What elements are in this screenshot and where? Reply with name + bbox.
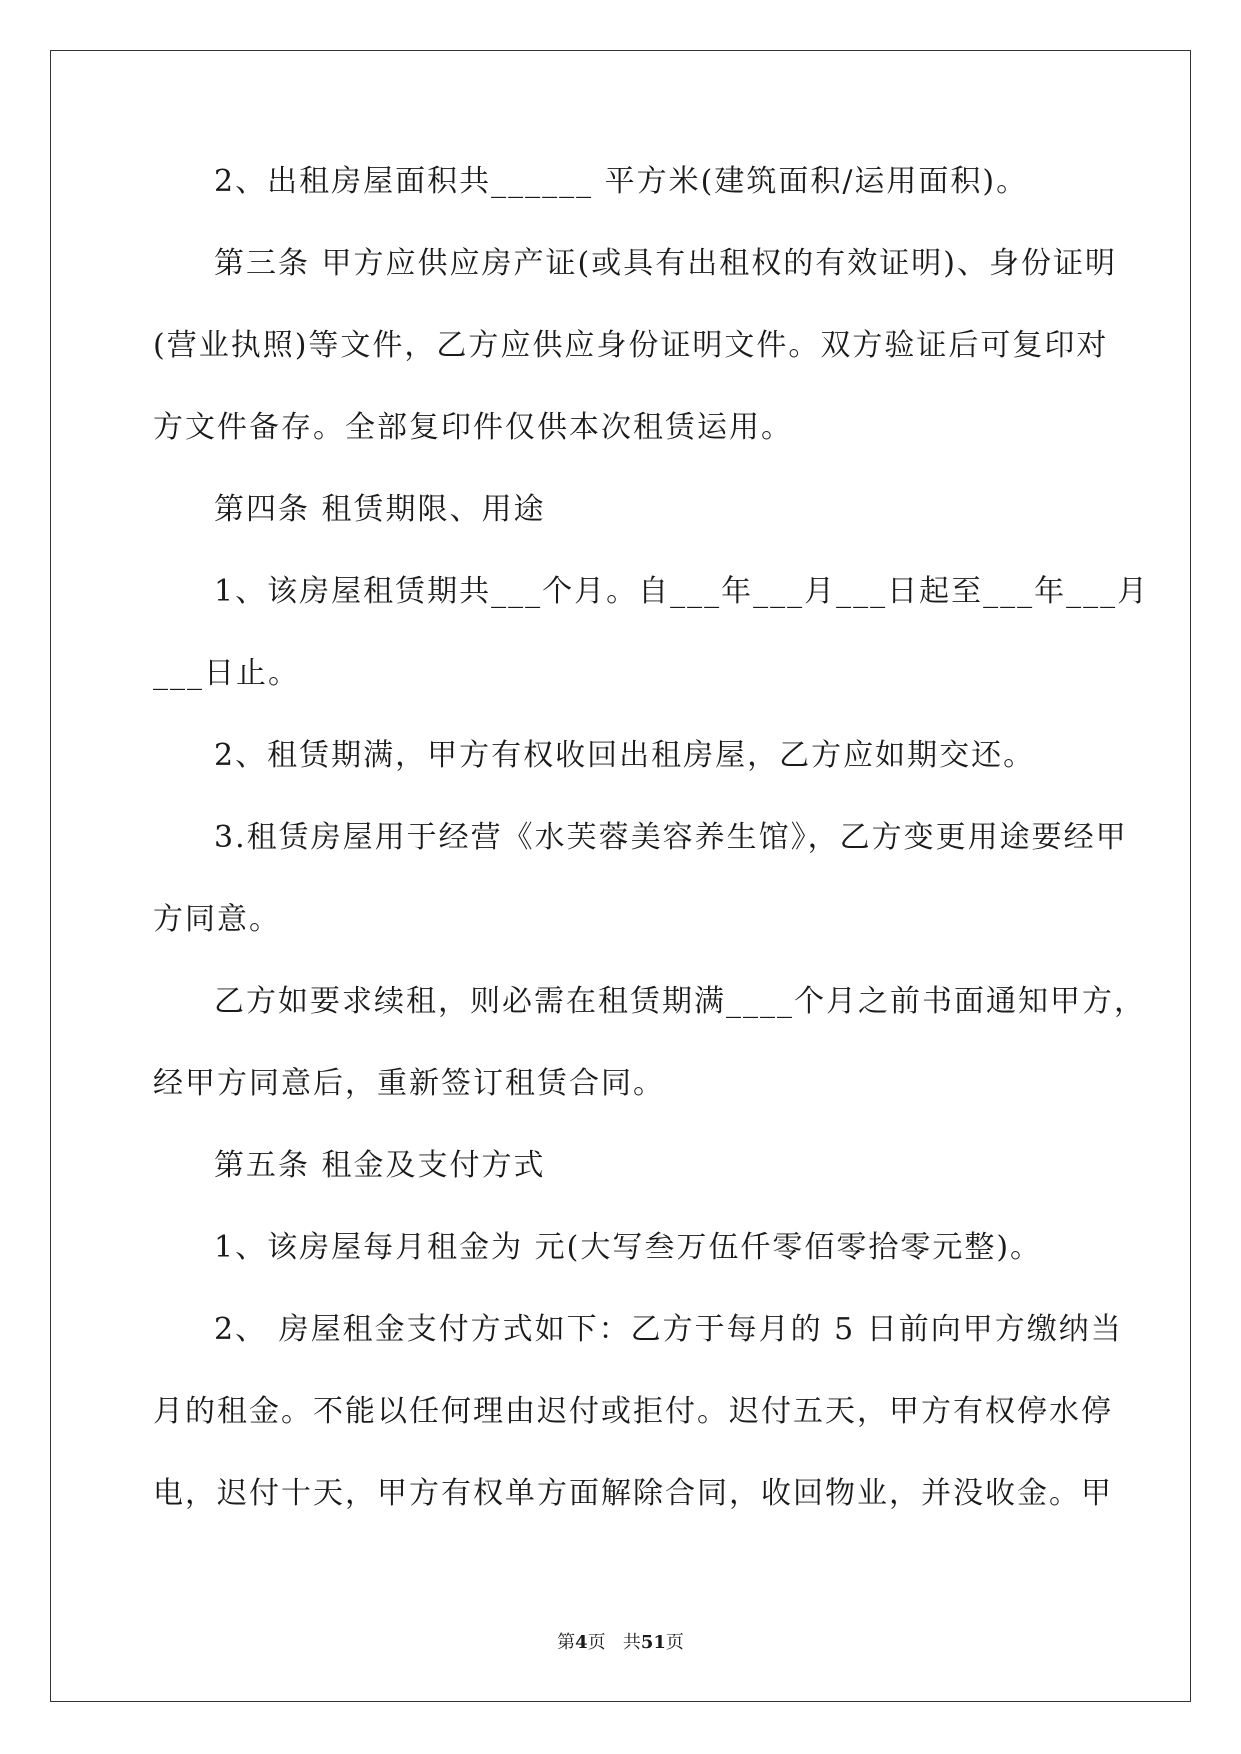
section-heading: 第四条 租赁期限、用途: [214, 492, 546, 527]
paragraph-line: 2、租赁期满，甲方有权收回出租房屋，乙方应如期交还。: [214, 738, 1036, 773]
paragraph-line: 3.租赁房屋用于经营《水芙蓉美容养生馆》，乙方变更用途要经甲: [214, 820, 1128, 855]
paragraph-line: 2、出租房屋面积共______ 平方米(建筑面积/运用面积)。: [214, 164, 1029, 199]
page-footer: [0, 1632, 1241, 1654]
paragraph-line: 经甲方同意后，重新签订租赁合同。: [153, 1066, 665, 1101]
footer-page-word: 页: [587, 1632, 606, 1653]
footer-prefix: 第: [557, 1632, 576, 1653]
current-page-number: 4: [575, 1632, 588, 1653]
paragraph-line: 1、该房屋每月租金为 元(大写叁万伍仟零佰零拾零元整)。: [214, 1230, 1043, 1265]
paragraph-line: 方文件备存。全部复印件仅供本次租赁运用。: [153, 410, 793, 445]
document-body: [153, 162, 1150, 1556]
footer-total-word: 页: [665, 1632, 684, 1653]
paragraph-line: (营业执照)等文件，乙方应供应身份证明文件。双方验证后可复印对: [153, 328, 1109, 363]
paragraph-line: 乙方如要求续租，则必需在租赁期满____个月之前书面通知甲方，: [214, 984, 1146, 1019]
paragraph-line: 2、 房屋租金支付方式如下：乙方于每月的 5 日前向甲方缴纳当: [214, 1312, 1123, 1347]
footer-total-prefix: 共: [622, 1632, 641, 1653]
section-heading: 第五条 租金及支付方式: [214, 1148, 546, 1183]
paragraph-line: ___日止。: [153, 656, 300, 691]
paragraph-line: 1、该房屋租赁期共___个月。自___年___月___日起至___年___月: [214, 574, 1150, 609]
paragraph-line: 方同意。: [153, 902, 281, 937]
paragraph-line: 第三条 甲方应供应房产证(或具有出租权的有效证明)、身份证明: [214, 246, 1117, 281]
total-pages-number: 51: [640, 1632, 666, 1653]
paragraph-line: 电，迟付十天，甲方有权单方面解除合同，收回物业，并没收金。甲: [153, 1476, 1113, 1511]
paragraph-line: 月的租金。不能以任何理由迟付或拒付。迟付五天，甲方有权停水停: [153, 1394, 1113, 1429]
